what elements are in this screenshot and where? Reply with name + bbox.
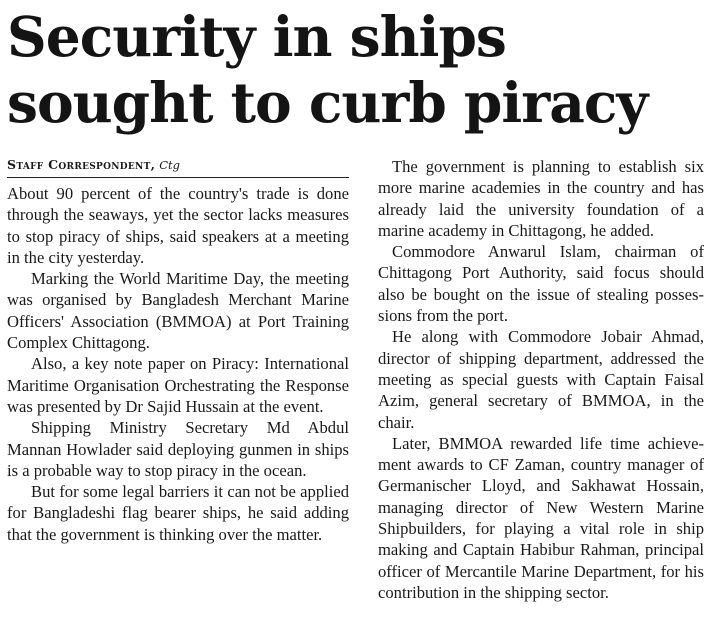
article-body xyxy=(7,156,704,603)
paragraph: But for some legal barriers it can not be applied for Bangladeshi flag bearer ships, he said adding that the government is thinking over the matter. xyxy=(7,482,349,544)
paragraph: The government is planning to establish six more marine academies in the country and has already laid the university foundation of a marine academy in Chittagong, he added. xyxy=(378,157,704,240)
byline-location: Ctg xyxy=(159,158,181,172)
paragraph: Later, BMMOA rewarded life time achievement awards to CF Zaman, country manager of Germanischer Lloyd, and Sakhawat Hossain, managing director of New Western Marine Shipbuilders, for playing a vital role in ship making and Captain Habibur Rahman, principal officer of Mercantile Marine Department, for his contribution in the shipping sector. xyxy=(378,433,704,602)
paragraph: About 90 percent of the country's trade is done through the seaways, yet the sector lacks measures to stop piracy of ships, said speakers at a meeting in the city yesterday. xyxy=(7,184,349,267)
paragraph: He along with Commodore Jobair Ahmad, director of shipping department, addressed the meeting as special guests with Captain Faisal Azim, general secretary of BMMOA, in the chair. xyxy=(378,327,704,432)
headline: Security in ships sought to curb piracy xyxy=(7,4,648,135)
paragraph: Marking the World Maritime Day, the meeting was organised by Bangladesh Merchant Marine Officers' Association (BMMOA) at Port Training Complex Chittagong. xyxy=(7,269,349,353)
left-column xyxy=(7,156,349,603)
paragraph: Commodore Anwarul Islam, chairman of Chittagong Port Authority, said focus should also be bought on the issue of stealing possessions from the port. xyxy=(378,242,704,326)
byline-author: Staff Correspondent, xyxy=(7,157,156,172)
byline xyxy=(7,156,349,178)
paragraph: Shipping Ministry Secretary Md Abdul Mannan Howlader said deploying gunmen in ships is a probable way to stop piracy in the ocean. xyxy=(7,418,349,480)
paragraph: Also, a key note paper on Piracy: International Maritime Organisation Orchestrating the Response was presented by Dr Sajid Hussain at the event. xyxy=(7,354,349,416)
right-column xyxy=(378,156,704,603)
